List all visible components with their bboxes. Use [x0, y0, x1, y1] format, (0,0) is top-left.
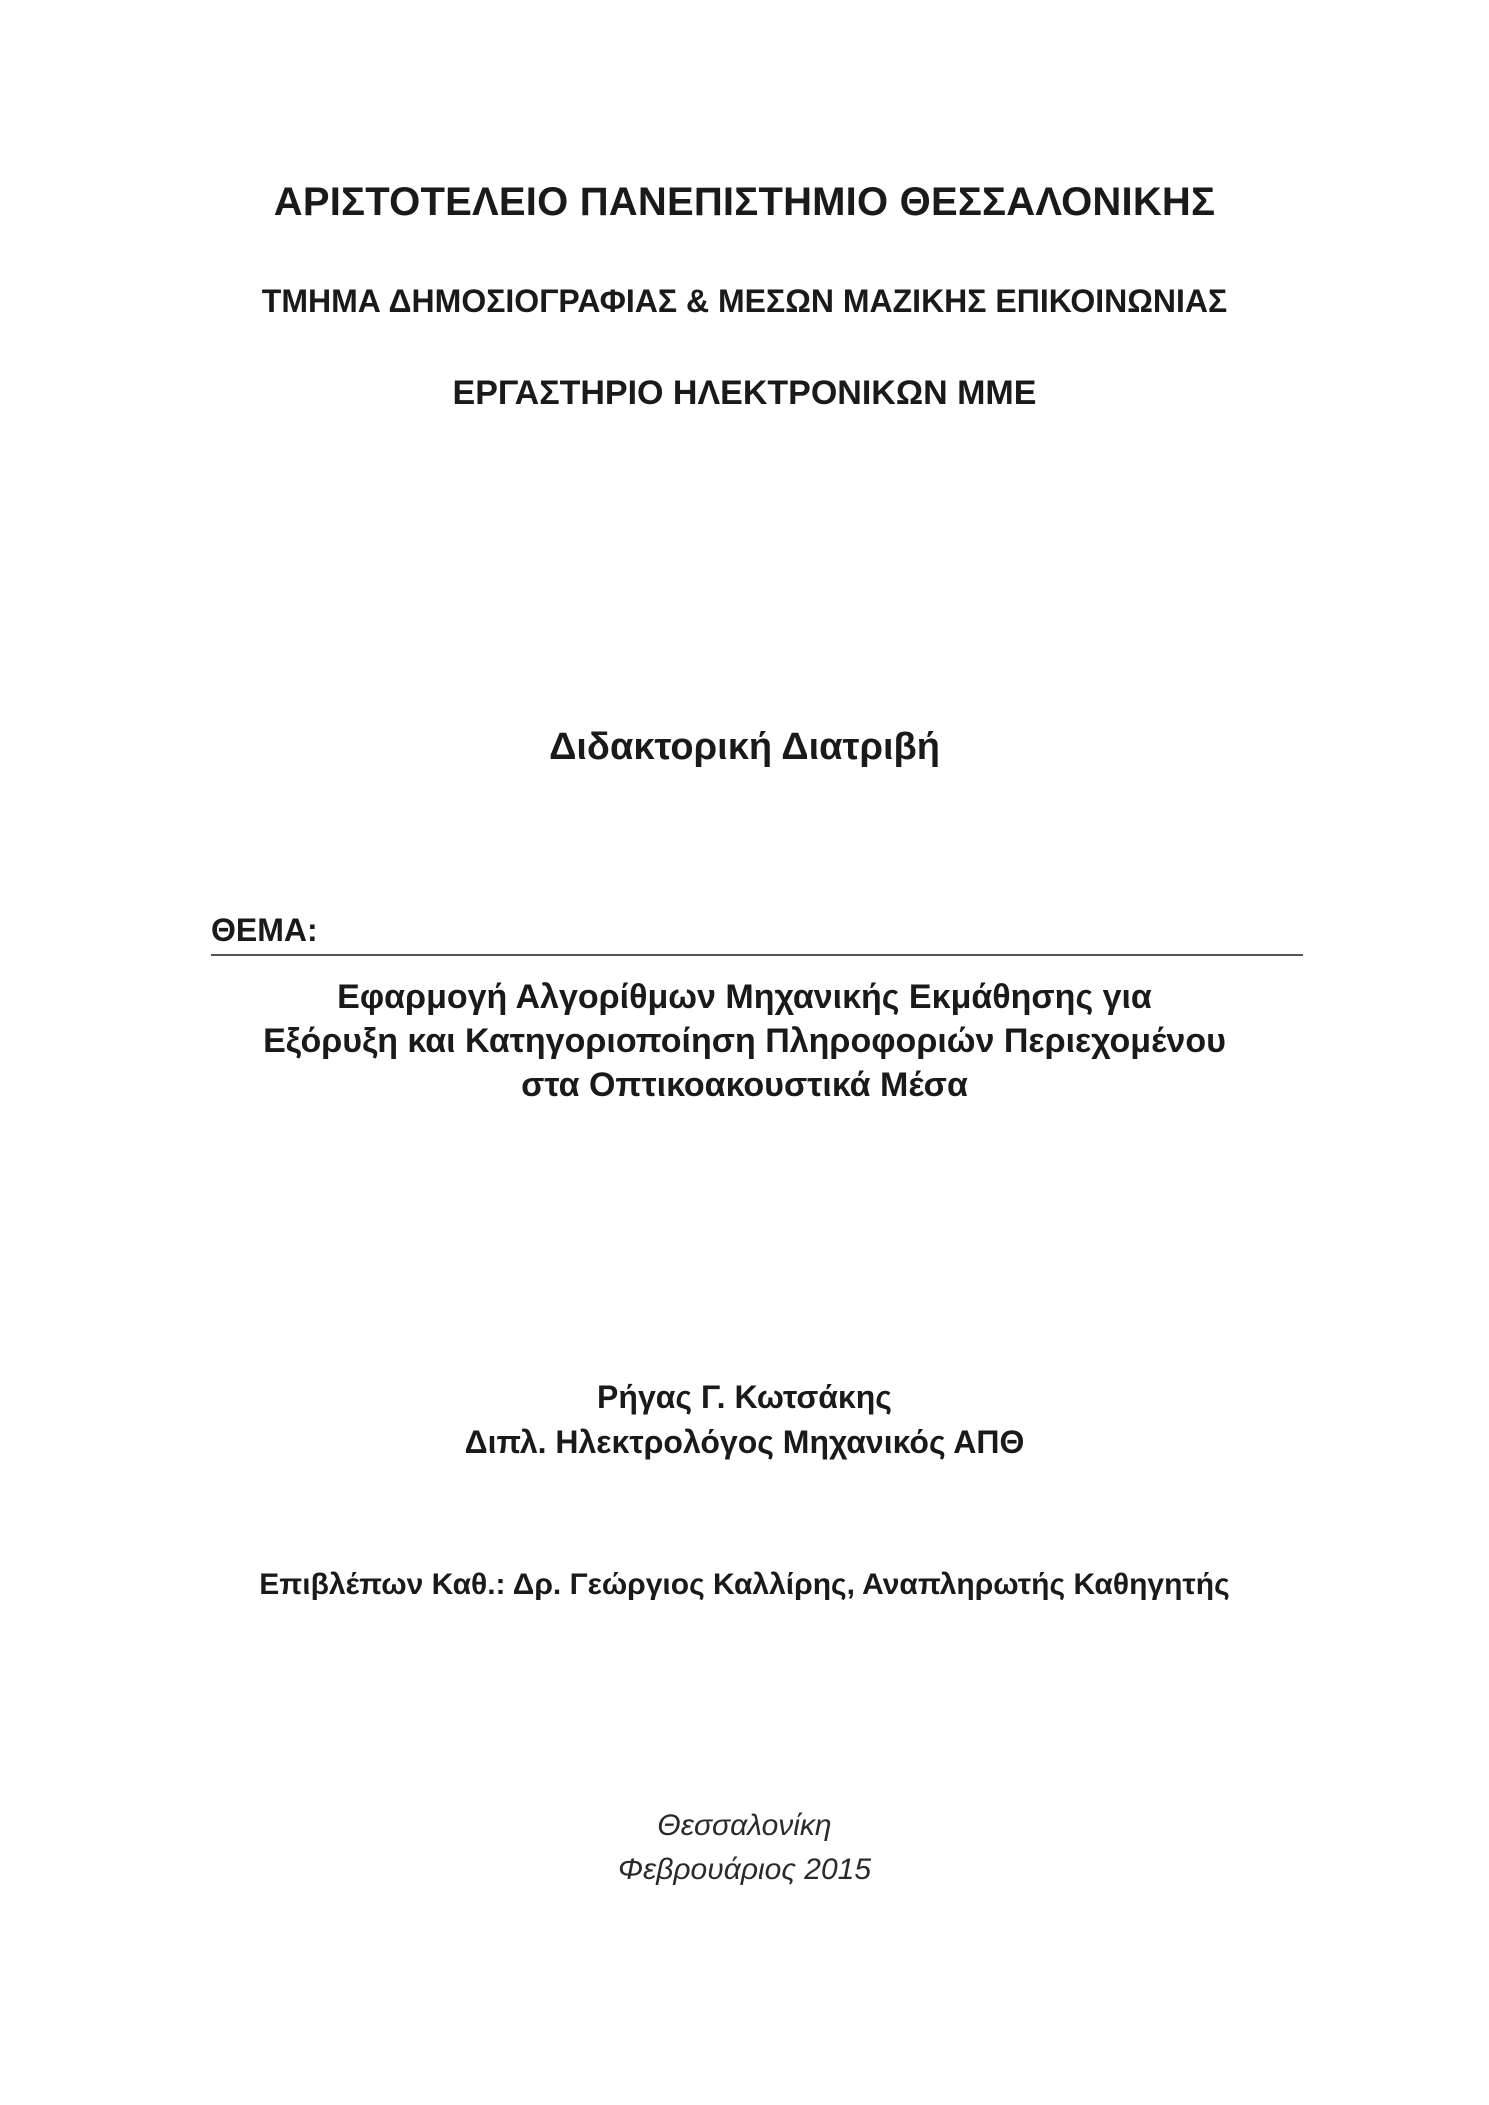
place: Θεσσαλονίκη [657, 1809, 832, 1842]
supervisor-info: Επιβλέπων Καθ.: Δρ. Γεώργιος Καλλίρης, Αναπληρωτής Καθηγητής [259, 1568, 1230, 1601]
thesis-title [0, 975, 1489, 1107]
thesis-title-line: Εξόρυξη και Κατηγοριοποίηση Πληροφοριών Περιεχομένου [263, 1022, 1226, 1060]
university-name: ΑΡΙΣΤΟΤΕΛΕΙΟ ΠΑΝΕΠΙΣΤΗΜΙΟ ΘΕΣΣΑΛΟΝΙΚΗΣ [273, 180, 1216, 224]
department-name: ΤΜΗΜΑ ΔΗΜΟΣΙΟΓΡΑΦΙΑΣ & ΜΕΣΩΝ ΜΑΖΙΚΗΣ ΕΠΙΚΟΙΝΩΝΙΑΣ [261, 283, 1228, 319]
subject-divider [211, 954, 1303, 956]
date: Φεβρουάριος 2015 [617, 1853, 872, 1886]
thesis-title-line: στα Οπτικοακουστικά Μέσα [521, 1066, 968, 1104]
laboratory-name: ΕΡΓΑΣΤΗΡΙΟ ΗΛΕΚΤΡΟΝΙΚΩΝ ΜΜΕ [452, 374, 1037, 412]
author-info [0, 1375, 1489, 1465]
document-type: Διδακτορική Διατριβή [549, 726, 940, 768]
author-degree: Διπλ. Ηλεκτρολόγος Μηχανικός ΑΠΘ [464, 1424, 1025, 1460]
author-name: Ρήγας Γ. Κωτσάκης [597, 1379, 892, 1415]
thesis-title-line: Εφαρμογή Αλγορίθμων Μηχανικής Εκμάθησης για [337, 978, 1152, 1016]
subject-label: ΘΕΜΑ: [211, 912, 318, 948]
place-and-date [0, 1804, 1489, 1892]
